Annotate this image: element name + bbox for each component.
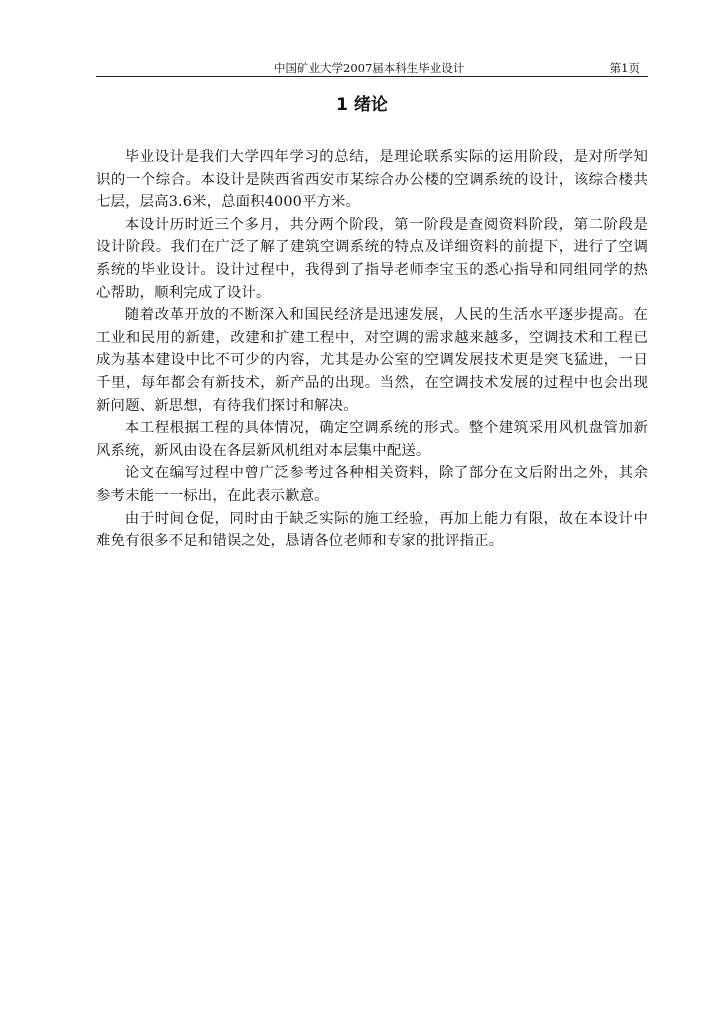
- chapter-title: 1 绪论: [336, 95, 388, 115]
- paragraph-4: 本工程根据工程的具体情况，确定空调系统的形式。整个建筑采用风机盘管加新风系统，新风由设在各层新风机组对本层集中配送。: [96, 420, 648, 459]
- header-title: 中国矿业大学2007届本科生毕业设计: [274, 61, 465, 75]
- paragraph-6: 由于时间仓促，同时由于缺乏实际的施工经验，再加上能力有限，故在本设计中难免有很多不足和错误之处，恳请各位老师和专家的批评指正。: [96, 510, 648, 550]
- paragraph-3: 随着改革开放的不断深入和国民经济是迅速发展，人民的生活水平逐步提高。在工业和民用的新建，改建和扩建工程中，对空调的需求越来越多，空调技术和工程已成为基本建设中比不可少的内容，尤其是办公室的空调发展技术更是突飞猛进，一日千里，每年都会有新技术，新产品的出现。当然，在空调技术发展的过程中也会出现新问题、新思想，有待我们探讨和解决。: [96, 307, 648, 414]
- header-page-number: 第1页: [609, 61, 640, 75]
- paragraph-2: 本设计历时近三个多月，共分两个阶段，第一阶段是查阅资料阶段，第二阶段是设计阶段。我们在广泛了解了建筑空调系统的特点及详细资料的前提下，进行了空调系统的毕业设计。设计过程中，我得到了指导老师李宝玉的悉心指导和同组同学的热心帮助，顺利完成了设计。: [96, 216, 648, 301]
- page-header: [96, 56, 648, 77]
- body-text: [96, 146, 648, 553]
- paragraph-5: 论文在编写过程中曾广泛参考过各种相关资料，除了部分在文后附出之外，其余参考未能一一标出，在此表示歉意。: [96, 465, 648, 504]
- paragraph-1: 毕业设计是我们大学四年学习的总结，是理论联系实际的运用阶段，是对所学知识的一个综合。本设计是陕西省西安市某综合办公楼的空调系统的设计，该综合楼共七层，层高3.6米，总面积4000平方米。: [96, 149, 648, 211]
